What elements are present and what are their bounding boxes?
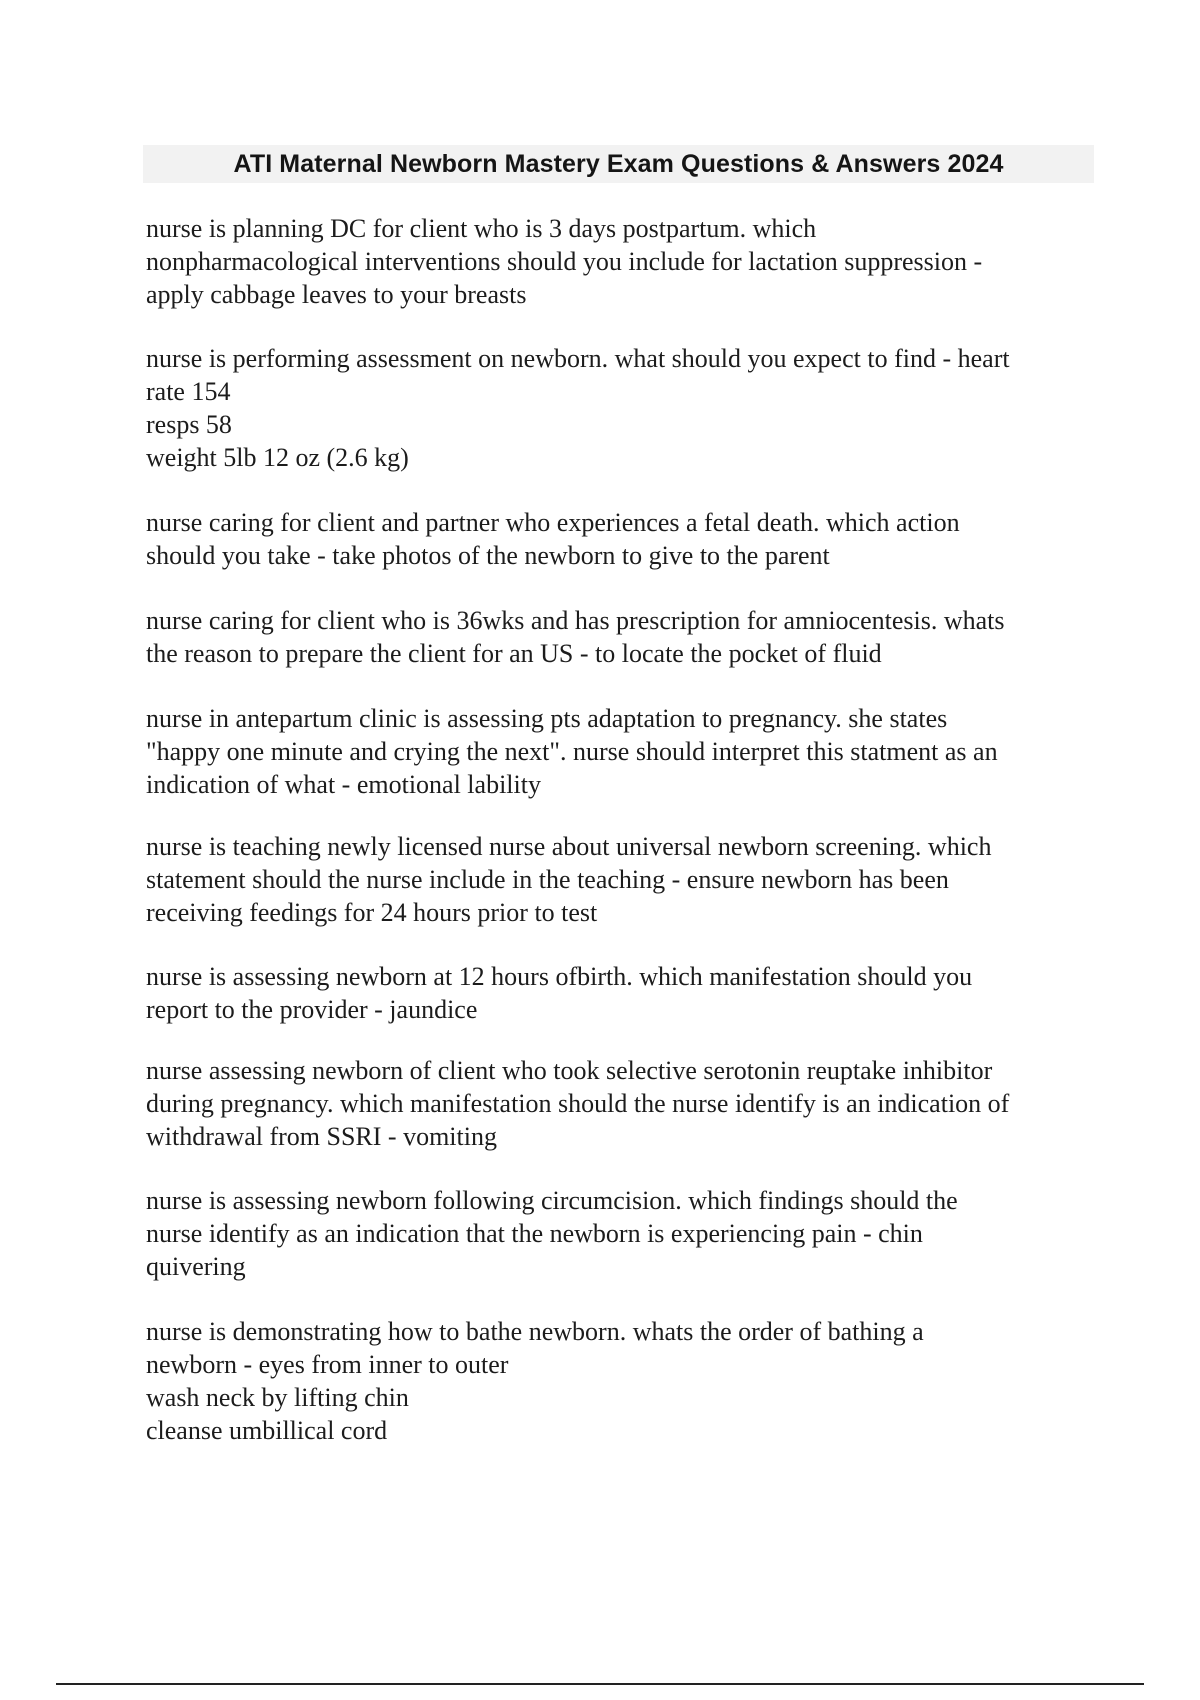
qa-line: during pregnancy. which manifestation should the nurse identify is an indication of: [146, 1089, 1010, 1118]
qa-item-8: [146, 1054, 1096, 1153]
qa-line: indication of what - emotional lability: [146, 770, 541, 799]
qa-line: nurse caring for client who is 36wks and has prescription for amniocentesis. whats: [146, 606, 1005, 635]
qa-line: the reason to prepare the client for an US - to locate the pocket of fluid: [146, 639, 882, 668]
title-banner: [143, 145, 1094, 183]
qa-line: nurse is assessing newborn at 12 hours ofbirth. which manifestation should you: [146, 962, 973, 991]
qa-line: should you take - take photos of the newborn to give to the parent: [146, 541, 830, 570]
qa-line: nurse identify as an indication that the newborn is experiencing pain - chin: [146, 1219, 923, 1248]
qa-line: cleanse umbillical cord: [146, 1416, 388, 1445]
qa-item-1: [146, 212, 1096, 311]
qa-item-3: [146, 506, 1096, 572]
document-title: ATI Maternal Newborn Mastery Exam Questions & Answers 2024: [233, 149, 1004, 178]
qa-line: nurse in antepartum clinic is assessing pts adaptation to pregnancy. she states: [146, 704, 948, 733]
qa-line: rate 154: [146, 377, 231, 406]
qa-item-9: [146, 1184, 1096, 1283]
qa-line: statement should the nurse include in the teaching - ensure newborn has been: [146, 865, 949, 894]
qa-item-6: [146, 830, 1096, 929]
qa-line: apply cabbage leaves to your breasts: [146, 280, 527, 309]
qa-line: "happy one minute and crying the next". nurse should interpret this statment as an: [146, 737, 998, 766]
qa-line: nurse is performing assessment on newborn. what should you expect to find - heart: [146, 344, 1010, 373]
qa-line: nonpharmacological interventions should you include for lactation suppression -: [146, 247, 983, 276]
qa-line: wash neck by lifting chin: [146, 1383, 409, 1412]
qa-item-4: [146, 604, 1096, 670]
qa-line: nurse assessing newborn of client who took selective serotonin reuptake inhibitor: [146, 1056, 993, 1085]
qa-line: nurse is teaching newly licensed nurse about universal newborn screening. which: [146, 832, 992, 861]
qa-item-7: [146, 960, 1096, 1026]
qa-line: withdrawal from SSRI - vomiting: [146, 1122, 497, 1151]
qa-line: newborn - eyes from inner to outer: [146, 1350, 509, 1379]
qa-line: resps 58: [146, 410, 232, 439]
qa-line: nurse is assessing newborn following circumcision. which findings should the: [146, 1186, 958, 1215]
qa-line: report to the provider - jaundice: [146, 995, 478, 1024]
qa-line: nurse caring for client and partner who experiences a fetal death. which action: [146, 508, 960, 537]
qa-item-5: [146, 702, 1096, 801]
qa-line: quivering: [146, 1252, 246, 1281]
qa-line: weight 5lb 12 oz (2.6 kg): [146, 443, 409, 472]
qa-line: nurse is demonstrating how to bathe newborn. whats the order of bathing a: [146, 1317, 924, 1346]
qa-item-2: [146, 342, 1096, 474]
bottom-divider: [56, 1683, 1144, 1685]
qa-line: receiving feedings for 24 hours prior to test: [146, 898, 598, 927]
qa-item-10: [146, 1315, 1096, 1447]
qa-line: nurse is planning DC for client who is 3 days postpartum. which: [146, 214, 817, 243]
